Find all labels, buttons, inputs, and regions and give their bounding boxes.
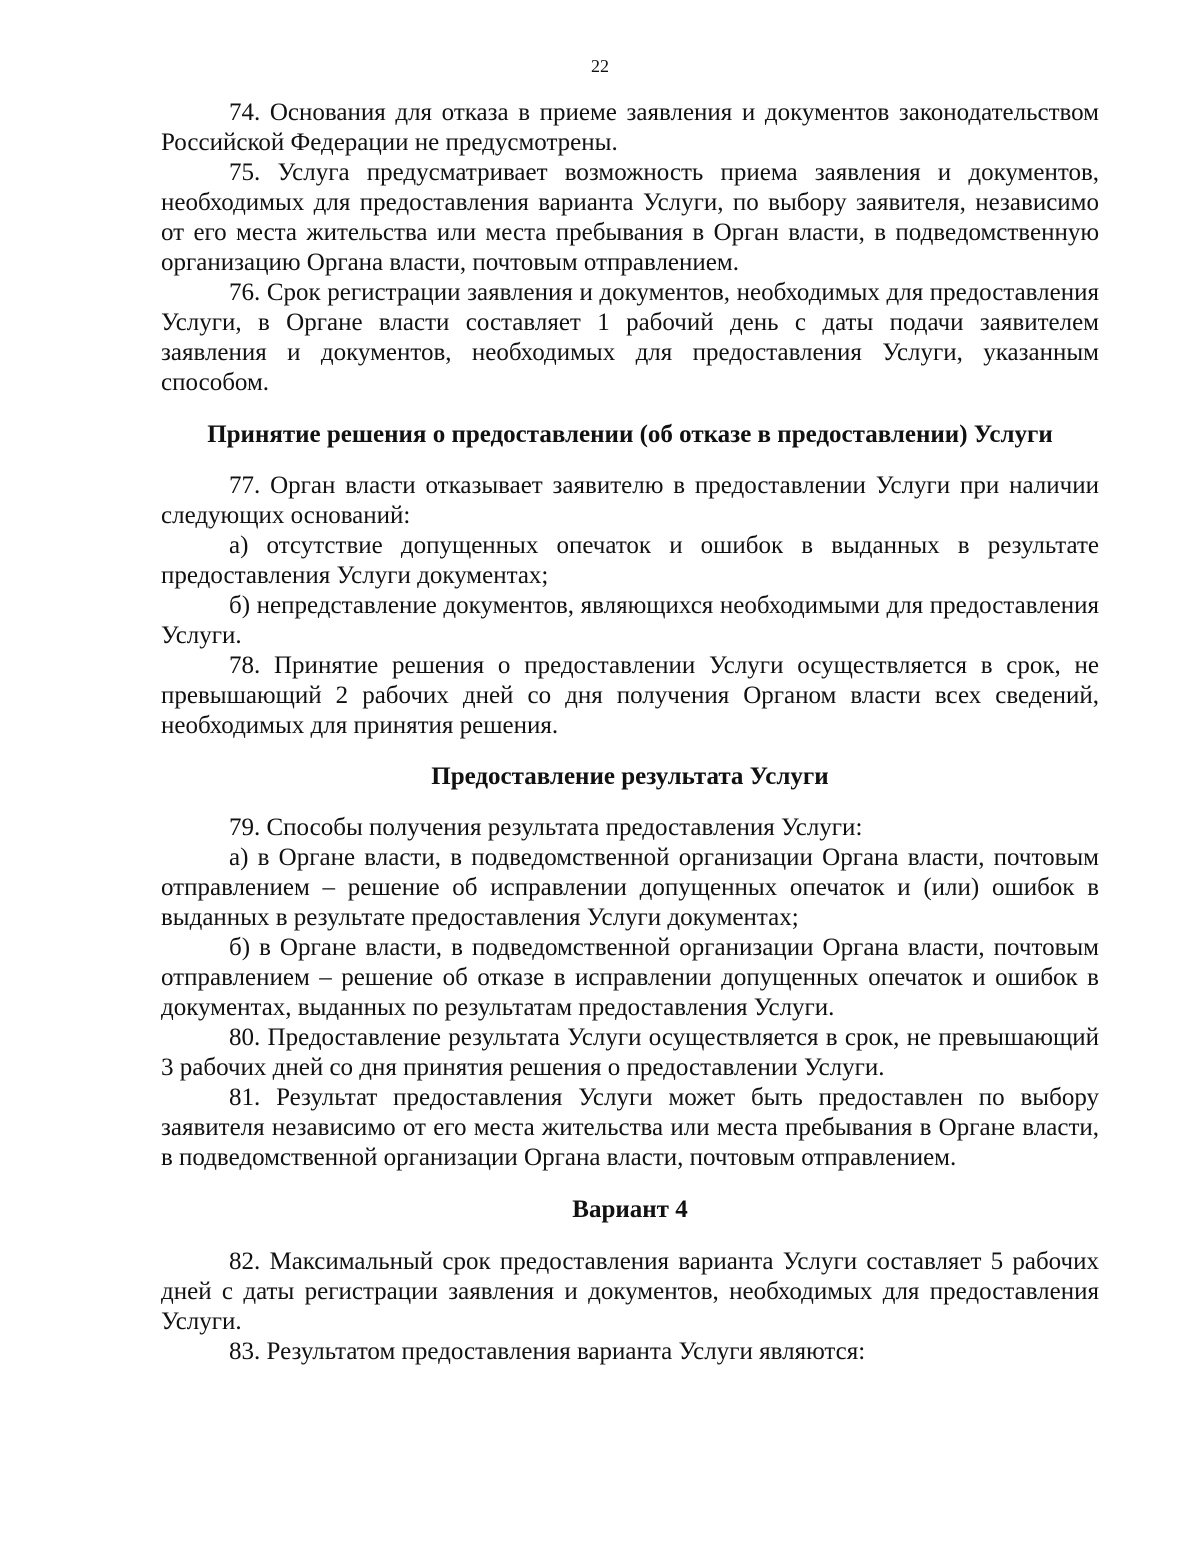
paragraph-74: 74. Основания для отказа в приеме заявления и документов законодательством Российской Федерации не предусмотрены.: [161, 99, 1099, 156]
paragraph-78: 78. Принятие решения о предоставлении Услуги осуществляется в срок, не превышающий 2 рабочих дней со дня получения Органом власти всех сведений, необходимых для принятия решения.: [161, 652, 1099, 739]
paragraph-80: 80. Предоставление результата Услуги осуществляется в срок, не превышающий 3 рабочих дней со дня принятия решения о предоставлении Услуги.: [161, 1024, 1099, 1081]
paragraph-75: 75. Услуга предусматривает возможность приема заявления и документов, необходимых для предоставления варианта Услуги, по выбору заявителя, независимо от его места жительства или места пребывания в Орган власти, в подведомственную организацию Органа власти, почтовым отправлением.: [161, 159, 1099, 276]
paragraph-76: 76. Срок регистрации заявления и документов, необходимых для предоставления Услуги, в Органе власти составляет 1 рабочий день с даты подачи заявителем заявления и документов, необходимых для предоставления Услуги, указанным способом.: [161, 279, 1099, 396]
section-heading-decision: Принятие решения о предоставлении (об отказе в предоставлении) Услуги: [207, 421, 1053, 448]
paragraph-79b: б) в Органе власти, в подведомственной организации Органа власти, почтовым отправлением – решение об отказе в исправлении допущенных опечаток и ошибок в документах, выданных по результатам предоставления Услуги.: [161, 934, 1099, 1021]
paragraph-82: 82. Максимальный срок предоставления варианта Услуги составляет 5 рабочих дней с даты регистрации заявления и документов, необходимых для предоставления Услуги.: [161, 1248, 1099, 1335]
paragraph-81: 81. Результат предоставления Услуги может быть предоставлен по выбору заявителя независимо от его места жительства или места пребывания в Органе власти, в подведомственной организации Органа власти, почтовым отправлением.: [161, 1084, 1099, 1171]
paragraph-83: 83. Результатом предоставления варианта Услуги являются:: [229, 1338, 866, 1365]
document-body: [161, 98, 1099, 1367]
paragraph-79: 79. Способы получения результата предоставления Услуги:: [229, 814, 863, 841]
paragraph-79a: а) в Органе власти, в подведомственной организации Органа власти, почтовым отправлением – решение об исправлении допущенных опечаток и (или) ошибок в выданных в результате предоставления Услуги документах;: [161, 844, 1099, 931]
paragraph-77b: б) непредставление документов, являющихся необходимыми для предоставления Услуги.: [161, 592, 1099, 649]
paragraph-77a: а) отсутствие допущенных опечаток и ошибок в выданных в результате предоставления Услуги документах;: [161, 532, 1099, 589]
paragraph-77: 77. Орган власти отказывает заявителю в предоставлении Услуги при наличии следующих оснований:: [161, 472, 1099, 529]
section-heading-variant: Вариант 4: [572, 1196, 688, 1223]
section-heading-result: Предоставление результата Услуги: [431, 763, 829, 790]
page-number: 22: [591, 56, 609, 76]
